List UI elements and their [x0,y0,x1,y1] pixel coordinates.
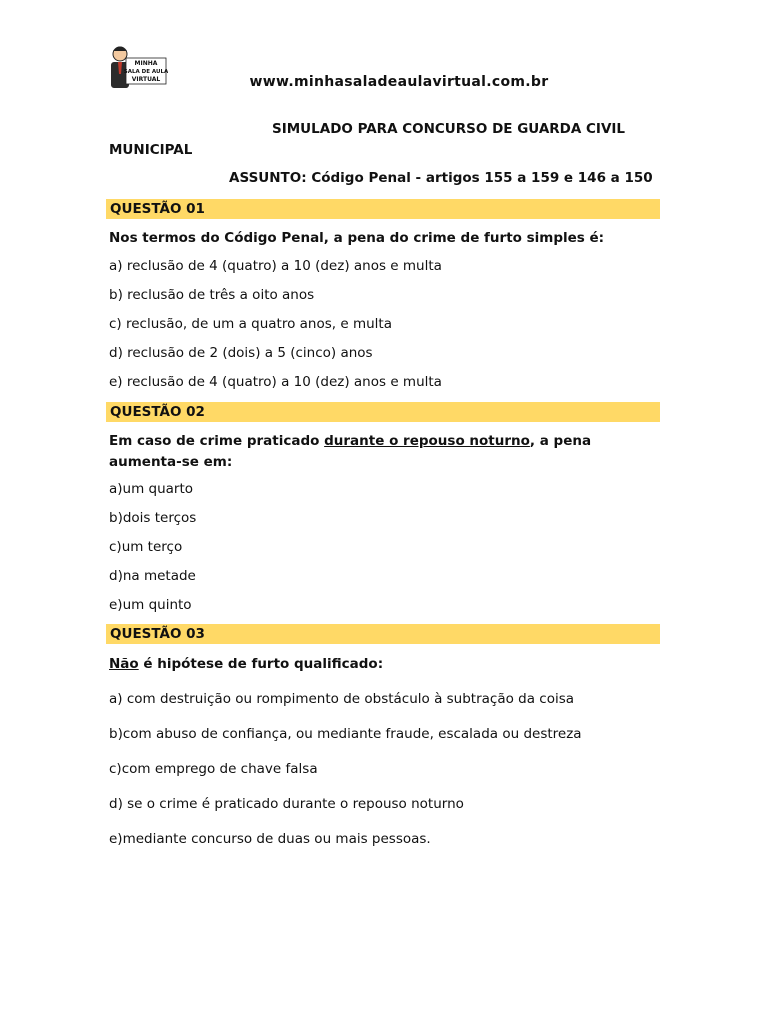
statement-underlined: Não [109,656,139,672]
statement-text: é hipótese de furto qualificado: [138,656,384,672]
option-3c: c)com emprego de chave falsa [109,761,318,777]
option-3b: b)com abuso de confiança, ou mediante fraude, escalada ou destreza [109,726,582,742]
question-statement-1: Nos termos do Código Penal, a pena do crime de furto simples é: [109,230,605,246]
option-3e: e)mediante concurso de duas ou mais pessoas. [109,831,431,847]
option-3d: d) se o crime é praticado durante o repouso noturno [109,796,464,812]
option-1b: b) reclusão de três a oito anos [109,287,315,303]
option-2e: e)um quinto [109,597,192,613]
option-1a: a) reclusão de 4 (quatro) a 10 (dez) anos e multa [109,258,442,274]
statement-text: Em caso de crime praticado [109,433,325,449]
option-1e: e) reclusão de 4 (quatro) a 10 (dez) anos e multa [109,374,442,390]
statement-text: , a pena aumenta-se em: [109,433,592,470]
question-header-3 [106,624,660,644]
option-2a: a)um quarto [109,481,194,497]
logo-text-1: MINHA [134,60,158,67]
question-header-2 [106,402,660,422]
statement-underlined: durante o repouso noturno [324,433,530,449]
question-statement-3 [109,654,661,675]
option-1d: d) reclusão de 2 (dois) a 5 (cinco) anos [109,345,373,361]
question-label: QUESTÃO 03 [110,626,205,642]
option-2b: b)dois terços [109,510,197,526]
option-2c: c)um terço [109,539,183,555]
question-label: QUESTÃO 02 [110,404,205,420]
document-subject: ASSUNTO: Código Penal - artigos 155 a 159 e 146 a 150 [229,170,653,186]
document-title-line2: MUNICIPAL [109,142,193,158]
logo-text-2: SALA DE AULA [123,69,168,75]
site-url[interactable]: www.minhasaladeaulavirtual.com.br [249,74,549,90]
question-statement-2 [109,431,661,473]
question-label: QUESTÃO 01 [110,201,205,217]
logo-text-3: VIRTUAL [131,76,161,83]
option-1c: c) reclusão, de um a quatro anos, e multa [109,316,392,332]
question-header-1 [106,199,660,219]
option-2d: d)na metade [109,568,196,584]
option-3a: a) com destruição ou rompimento de obstáculo à subtração da coisa [109,691,575,707]
document-title-line1: SIMULADO PARA CONCURSO DE GUARDA CIVIL [272,121,626,137]
